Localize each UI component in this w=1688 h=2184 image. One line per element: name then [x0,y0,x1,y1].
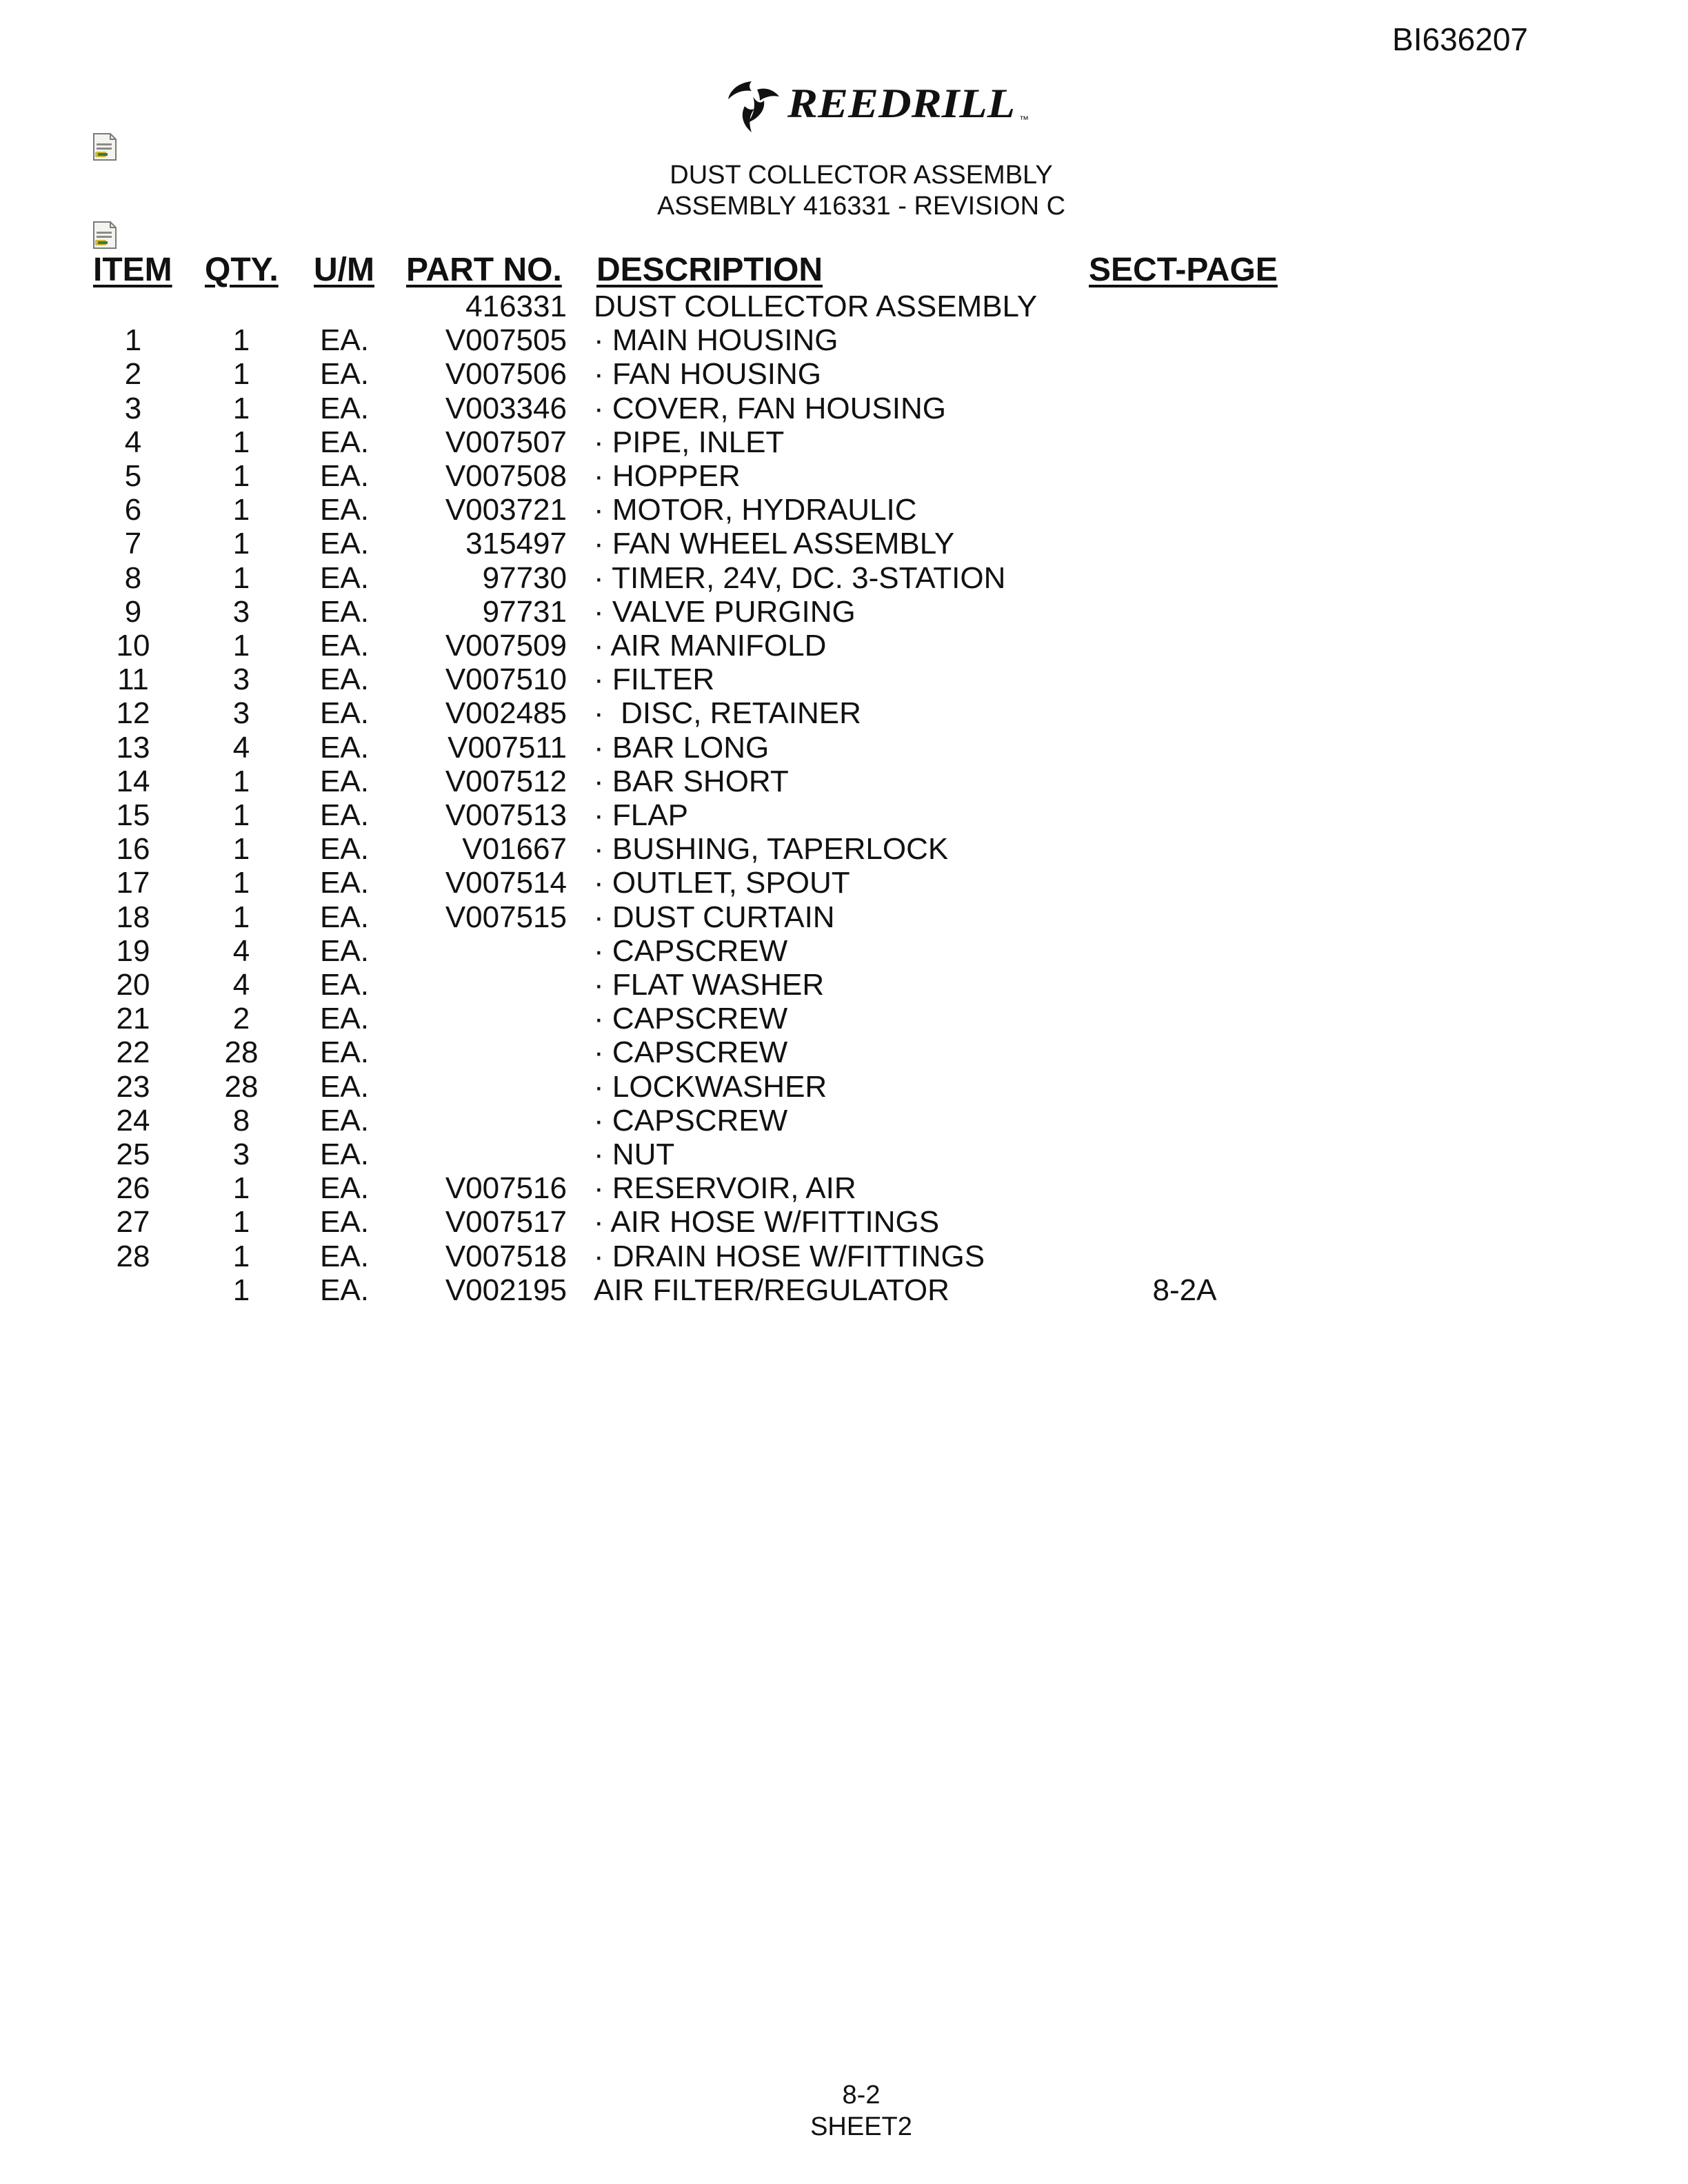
row-quantity: 1 [232,866,250,900]
table-row [0,1171,1688,1205]
row-unit: EA. [320,934,369,968]
row-item-number: 15 [116,798,150,832]
row-item-number: 17 [116,866,150,900]
table-row [0,323,1688,357]
row-description: · CAPSCREW [594,1002,788,1035]
row-description: · TIMER, 24V, DC. 3-STATION [594,561,1006,595]
row-part-number: V007518 [445,1240,567,1273]
row-unit: EA. [320,425,369,459]
row-description: · DUST CURTAIN [594,900,835,934]
row-description: · FILTER [594,663,715,696]
row-part-number: V007510 [445,663,567,696]
row-description: · AIR MANIFOLD [594,629,827,663]
row-unit: EA. [320,731,369,765]
row-part-number: V007515 [445,900,567,934]
row-description: · OUTLET, SPOUT [594,866,850,900]
row-description: · FLAT WASHER [594,968,825,1002]
row-sect-page: 8-2A [1152,1273,1217,1307]
row-description: · MOTOR, HYDRAULIC [594,493,917,527]
row-part-number: V007517 [445,1205,567,1239]
row-item-number: 11 [117,663,149,696]
column-header-um: U/M [314,252,374,288]
column-header-part-no: PART NO. [406,252,562,288]
row-item-number: 25 [116,1138,150,1171]
row-description: · BUSHING, TAPERLOCK [594,832,949,866]
row-item-number: 8 [124,561,142,595]
row-description: · FAN WHEEL ASSEMBLY [594,527,955,560]
row-quantity: 1 [232,629,250,663]
table-row [0,392,1688,425]
row-description: AIR FILTER/REGULATOR [594,1273,950,1307]
title-block [0,160,1688,222]
row-part-number: V003346 [445,392,567,425]
row-item-number: 1 [124,323,142,357]
row-quantity: 1 [232,765,250,798]
table-row [0,934,1688,968]
row-part-number: V007506 [445,357,567,391]
table-row [0,561,1688,595]
row-part-number: V007508 [445,459,567,493]
row-description: · NUT [594,1138,675,1171]
sheet-label: SHEET2 [810,2112,912,2141]
row-unit: EA. [320,1171,369,1205]
table-row [0,866,1688,900]
row-unit: EA. [320,866,369,900]
row-item-number: 21 [116,1002,150,1035]
row-item-number: 4 [124,425,142,459]
row-unit: EA. [320,1273,369,1307]
row-item-number: 22 [116,1035,150,1069]
row-description: · COVER, FAN HOUSING [594,392,946,425]
table-row [0,1035,1688,1069]
row-quantity: 1 [232,323,250,357]
row-item-number: 24 [116,1104,150,1138]
row-description: · FLAP [594,798,688,832]
table-row [0,832,1688,866]
row-description: · CAPSCREW [594,1104,788,1138]
row-unit: EA. [320,493,369,527]
table-row [0,1240,1688,1273]
row-quantity: 1 [232,459,250,493]
document-icon [91,132,119,161]
row-quantity: 1 [232,561,250,595]
swirl-logo-icon [724,76,1041,136]
row-item-number: 23 [116,1070,150,1104]
row-item-number: 2 [124,357,142,391]
row-item-number: 28 [116,1240,150,1273]
table-row [0,765,1688,798]
row-quantity: 1 [232,357,250,391]
row-description: · HOPPER [594,459,741,493]
row-quantity: 1 [232,527,250,560]
table-row [0,1002,1688,1035]
row-part-number: V007513 [445,798,567,832]
row-quantity: 1 [232,832,250,866]
row-unit: EA. [320,1104,369,1138]
row-item-number: 26 [116,1171,150,1205]
row-description: · DRAIN HOSE W/FITTINGS [594,1240,985,1273]
page-footer [0,2079,1688,2143]
table-row [0,527,1688,560]
table-row [0,357,1688,391]
row-unit: EA. [320,1205,369,1239]
row-unit: EA. [320,629,369,663]
document-icon [91,221,119,250]
row-unit: EA. [320,561,369,595]
table-row [0,1104,1688,1138]
row-quantity: 1 [232,1205,250,1239]
row-unit: EA. [320,798,369,832]
row-quantity: 8 [232,1104,250,1138]
table-row [0,290,1688,323]
row-quantity: 4 [232,968,250,1002]
table-row [0,731,1688,765]
row-description: · CAPSCREW [594,934,788,968]
row-unit: EA. [320,765,369,798]
logo-wordmark: REEDRILL [786,81,1015,126]
row-description: · VALVE PURGING [594,595,856,629]
row-quantity: 4 [232,934,250,968]
row-item-number: 13 [116,731,150,765]
row-item-number: 18 [116,900,150,934]
column-header-description: DESCRIPTION [596,252,823,288]
row-description: · CAPSCREW [594,1035,788,1069]
row-quantity: 1 [232,1240,250,1273]
document-id: BI636207 [1392,21,1528,57]
assembly-revision: ASSEMBLY 416331 - REVISION C [656,192,1066,221]
row-quantity: 1 [232,1171,250,1205]
row-part-number: V002485 [445,696,567,730]
table-row [0,459,1688,493]
table-row [0,1138,1688,1171]
row-unit: EA. [320,968,369,1002]
row-part-number: 416331 [465,290,567,323]
row-unit: EA. [320,663,369,696]
row-unit: EA. [320,459,369,493]
row-quantity: 28 [224,1070,259,1104]
row-quantity: 1 [232,425,250,459]
row-unit: EA. [320,323,369,357]
row-item-number: 9 [124,595,142,629]
row-description: · MAIN HOUSING [594,323,838,357]
row-unit: EA. [320,1240,369,1273]
table-row [0,493,1688,527]
row-description: · RESERVOIR, AIR [594,1171,856,1205]
row-quantity: 2 [232,1002,250,1035]
row-item-number: 14 [116,765,150,798]
row-part-number: V007507 [445,425,567,459]
row-part-number: V007509 [445,629,567,663]
row-description: · AIR HOSE W/FITTINGS [594,1205,940,1239]
table-row [0,968,1688,1002]
table-row [0,900,1688,934]
row-item-number: 7 [124,527,142,560]
table-row [0,798,1688,832]
row-quantity: 3 [232,663,250,696]
row-description: · FAN HOUSING [594,357,822,391]
page-number: 8-2 [842,2081,881,2110]
row-quantity: 4 [232,731,250,765]
row-part-number: V007511 [448,731,567,765]
row-description: · BAR SHORT [594,765,789,798]
trademark-mark: ™ [1019,114,1029,125]
row-unit: EA. [320,1002,369,1035]
row-unit: EA. [320,527,369,560]
row-quantity: 3 [232,595,250,629]
assembly-title: DUST COLLECTOR ASSEMBLY [670,161,1053,190]
row-unit: EA. [320,696,369,730]
row-description: · PIPE, INLET [594,425,785,459]
row-quantity: 1 [232,493,250,527]
row-part-number: V007505 [445,323,567,357]
table-row [0,425,1688,459]
table-row [0,1070,1688,1104]
row-part-number: V003721 [445,493,567,527]
row-item-number: 5 [124,459,142,493]
table-row [0,663,1688,696]
row-quantity: 1 [232,900,250,934]
table-row [0,1205,1688,1239]
row-description: · DISC, RETAINER [594,696,861,730]
row-quantity: 1 [232,1273,250,1307]
row-item-number: 6 [124,493,142,527]
row-part-number: V002195 [445,1273,567,1307]
row-description: · BAR LONG [594,731,770,765]
row-item-number: 16 [116,832,150,866]
row-quantity: 28 [224,1035,259,1069]
row-part-number: V007514 [445,866,567,900]
row-unit: EA. [320,832,369,866]
row-unit: EA. [320,1070,369,1104]
row-item-number: 10 [116,629,150,663]
row-unit: EA. [320,357,369,391]
column-header-qty: QTY. [205,252,279,288]
row-quantity: 1 [232,392,250,425]
row-part-number: V01667 [462,832,567,866]
row-item-number: 12 [116,696,150,730]
row-part-number: 97731 [482,595,567,629]
row-item-number: 20 [116,968,150,1002]
table-row [0,629,1688,663]
row-item-number: 3 [124,392,142,425]
row-unit: EA. [320,392,369,425]
row-unit: EA. [320,900,369,934]
row-unit: EA. [320,1035,369,1069]
column-header-item: ITEM [93,252,172,288]
row-quantity: 3 [232,1138,250,1171]
table-row [0,595,1688,629]
row-unit: EA. [320,595,369,629]
row-description: DUST COLLECTOR ASSEMBLY [594,290,1038,323]
table-row [0,1273,1688,1307]
row-item-number: 27 [116,1205,150,1239]
row-item-number: 19 [116,934,150,968]
column-header-sect-page: SECT-PAGE [1089,252,1278,288]
row-quantity: 3 [232,696,250,730]
row-part-number: V007516 [445,1171,567,1205]
row-unit: EA. [320,1138,369,1171]
row-part-number: 97730 [482,561,567,595]
row-part-number: V007512 [445,765,567,798]
row-quantity: 1 [232,798,250,832]
reedrill-logo [724,76,1041,136]
table-row [0,696,1688,730]
row-part-number: 315497 [465,527,567,560]
row-description: · LOCKWASHER [594,1070,827,1104]
